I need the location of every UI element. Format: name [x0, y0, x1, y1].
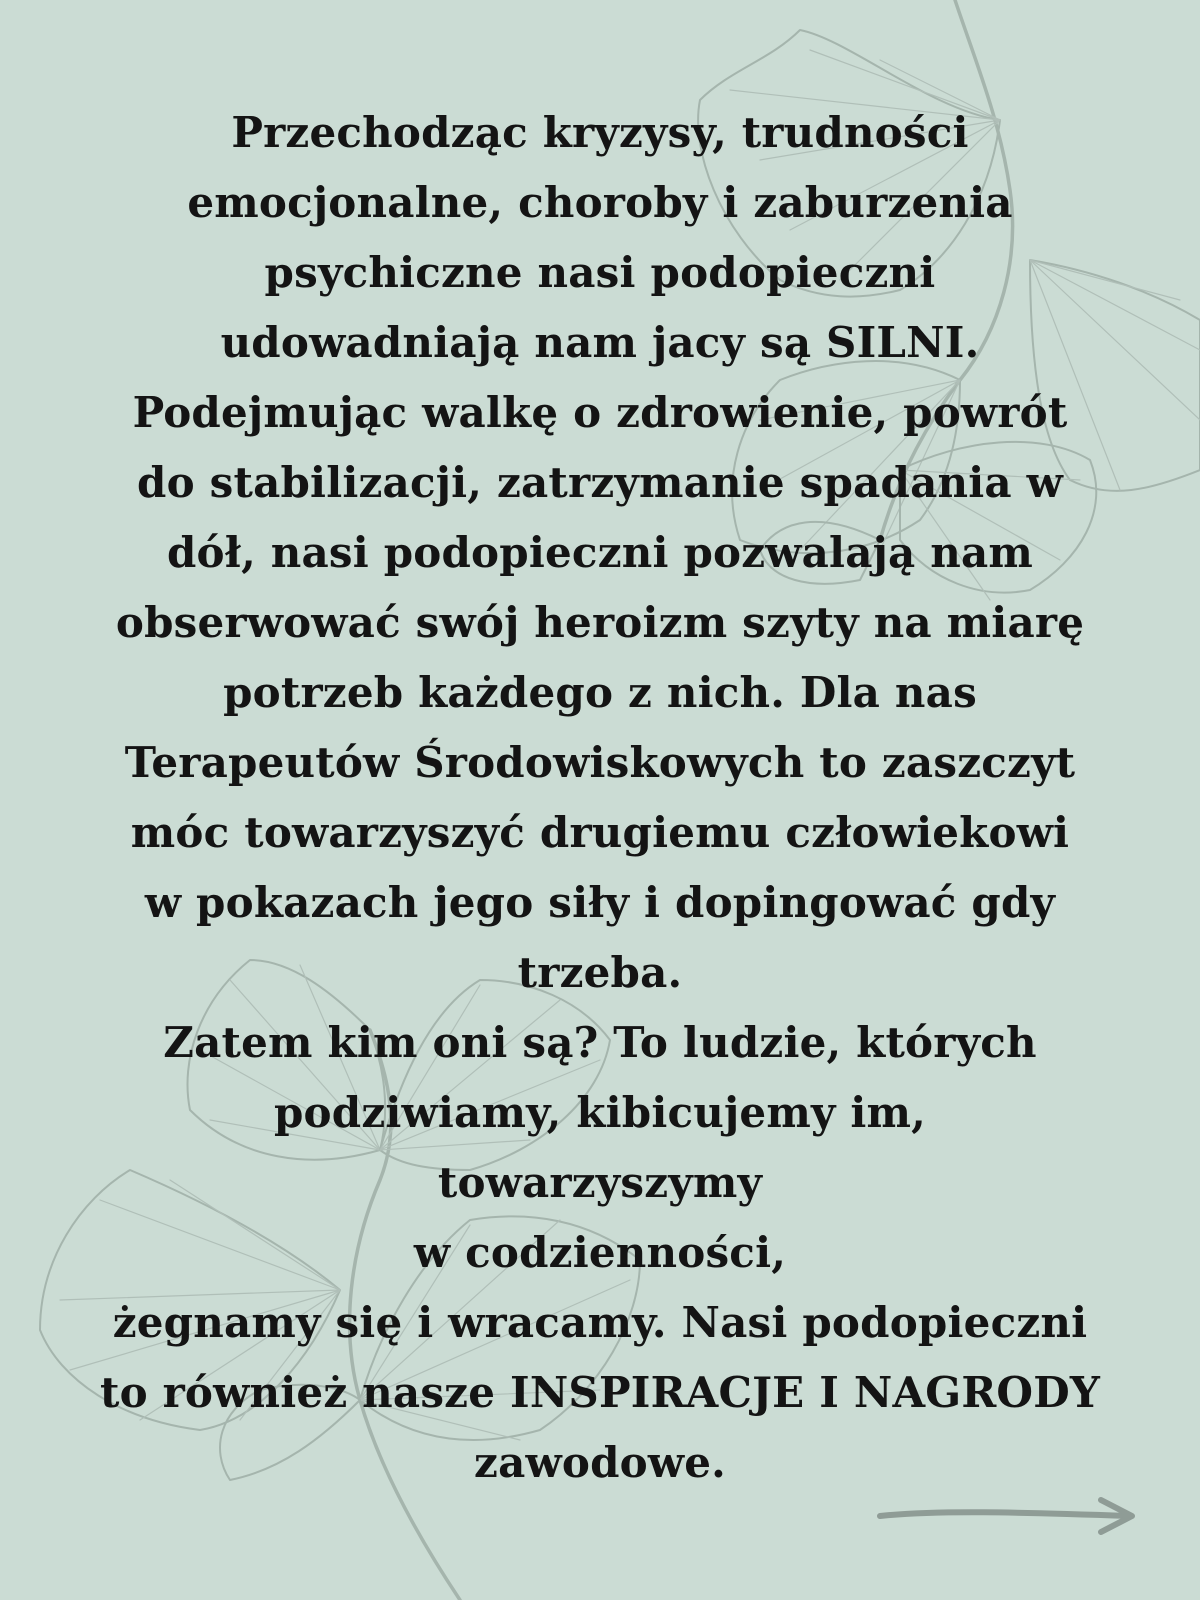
text-line: obserwować swój heroizm szyty na miarę	[115, 598, 1085, 647]
text-line: trzeba.	[517, 948, 683, 997]
text-line: zawodowe.	[474, 1438, 726, 1487]
text-line: w codzienności,	[413, 1228, 787, 1277]
text-line: do stabilizacji, zatrzymanie spadania w	[137, 458, 1063, 507]
text-line: Zatem kim oni są? To ludzie, których	[163, 1018, 1037, 1067]
text-line: móc towarzyszyć drugiemu człowiekowi	[130, 808, 1070, 857]
text-line: dół, nasi podopieczni pozwalają nam	[166, 528, 1034, 577]
text-line: psychiczne nasi podopieczni	[264, 248, 936, 297]
text-line: Terapeutów Środowiskowych to zaszczyt	[124, 738, 1076, 787]
main-text	[60, 98, 1140, 1498]
text-line: podziwiamy, kibicujemy im,	[273, 1088, 927, 1137]
text-line: potrzeb każdego z nich. Dla nas	[223, 668, 977, 717]
text-line: to również nasze INSPIRACJE I NAGRODY	[99, 1368, 1101, 1417]
text-line: emocjonalne, choroby i zaburzenia	[187, 178, 1013, 227]
text-line: żegnamy się i wracamy. Nasi podopieczni	[112, 1298, 1088, 1347]
arrow-right-icon[interactable]	[876, 1496, 1138, 1536]
text-line: w pokazach jego siły i dopingować gdy	[144, 878, 1056, 927]
text-line: udowadniają nam jacy są SILNI.	[220, 318, 980, 367]
text-line: Podejmując walkę o zdrowienie, powrót	[132, 388, 1068, 437]
text-line: Przechodząc kryzysy, trudności	[231, 108, 969, 157]
text-line: towarzyszymy	[437, 1158, 763, 1207]
